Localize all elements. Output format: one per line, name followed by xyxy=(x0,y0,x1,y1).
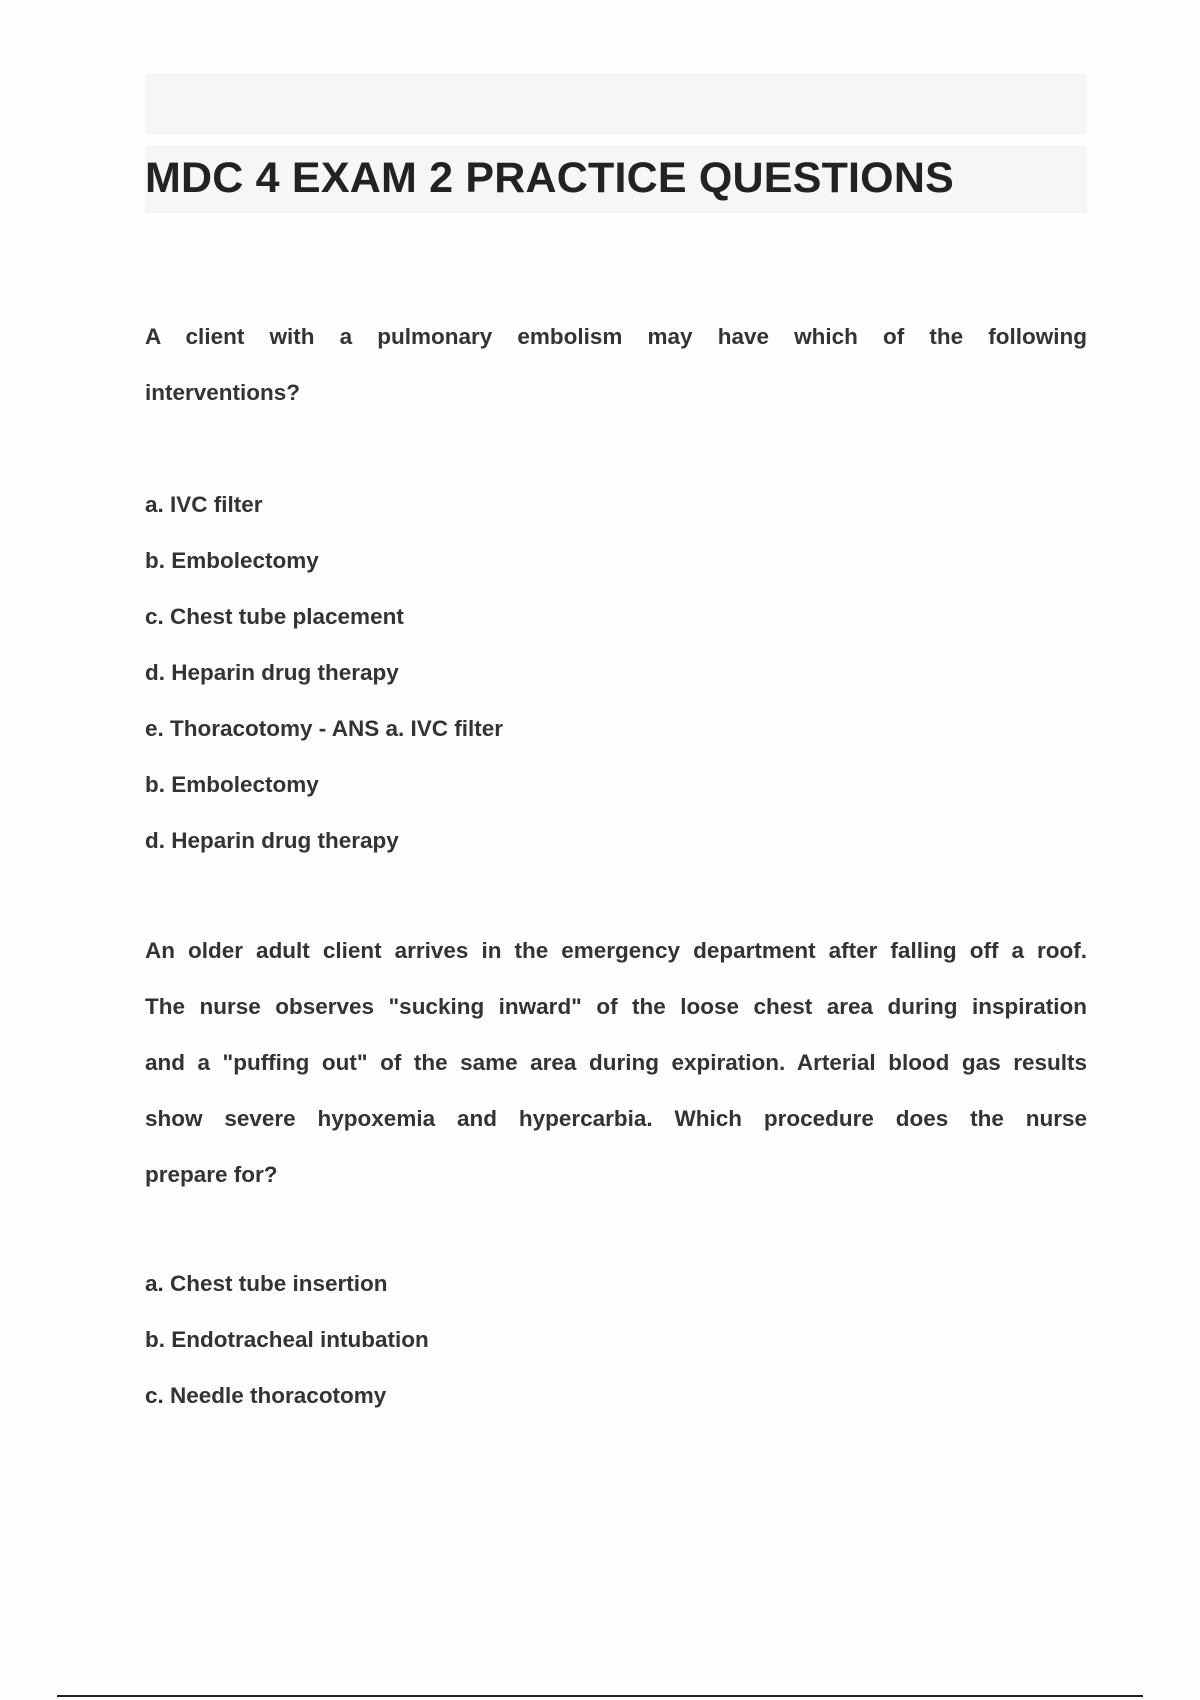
question-1-options xyxy=(145,477,503,869)
option-item: d. Heparin drug therapy xyxy=(145,660,399,685)
question-line: The nurse observes "sucking inward" of the loose chest area during inspiration xyxy=(145,994,1087,1019)
question-1-text xyxy=(145,309,1087,421)
option-item: b. Embolectomy xyxy=(145,772,319,797)
option-item: a. IVC filter xyxy=(145,492,263,517)
question-2-options xyxy=(145,1256,429,1424)
option-item: a. Chest tube insertion xyxy=(145,1271,388,1296)
header-band xyxy=(145,73,1087,135)
page-footer-rule xyxy=(57,1695,1143,1697)
question-line: An older adult client arrives in the emergency department after falling off a roof. xyxy=(145,938,1087,963)
option-item: d. Heparin drug therapy xyxy=(145,828,399,853)
option-item: b. Endotracheal intubation xyxy=(145,1327,429,1352)
option-item: c. Chest tube placement xyxy=(145,604,404,629)
question-line: show severe hypoxemia and hypercarbia. Which procedure does the nurse xyxy=(145,1106,1087,1131)
question-line: and a "puffing out" of the same area during expiration. Arterial blood gas results xyxy=(145,1050,1087,1075)
question-line: interventions? xyxy=(145,380,301,405)
question-line: prepare for? xyxy=(145,1162,278,1187)
page-title: MDC 4 EXAM 2 PRACTICE QUESTIONS xyxy=(145,154,954,202)
option-item: b. Embolectomy xyxy=(145,548,319,573)
question-line: A client with a pulmonary embolism may have which of the following xyxy=(145,324,1087,349)
option-item-answer: e. Thoracotomy - ANS a. IVC filter xyxy=(145,716,503,741)
option-item: c. Needle thoracotomy xyxy=(145,1383,387,1408)
question-2-text xyxy=(145,923,1087,1203)
